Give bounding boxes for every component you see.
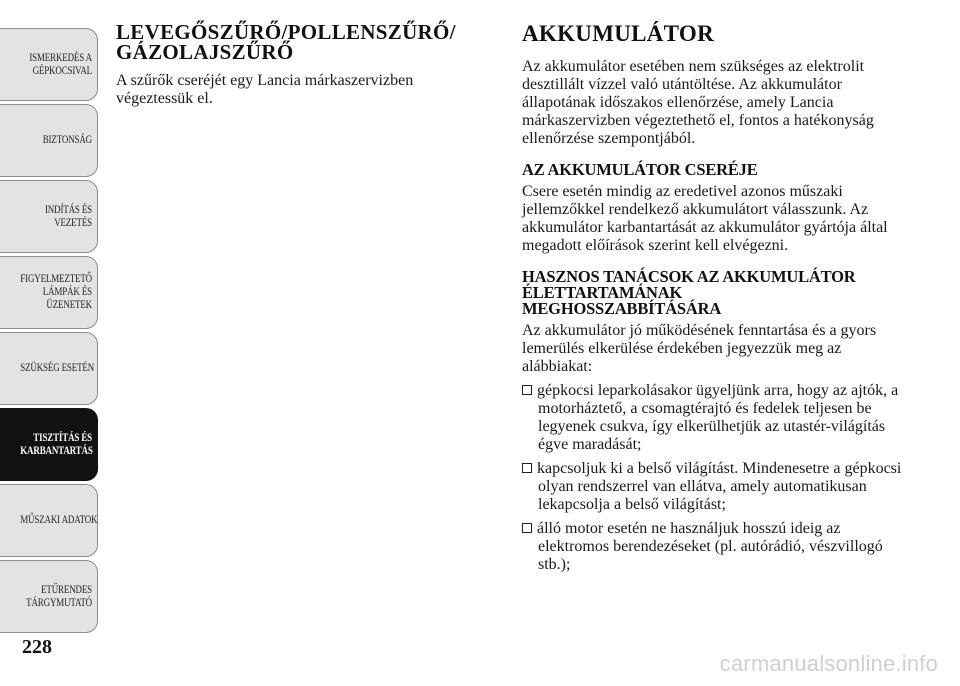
battery-title: AKKUMULÁTOR (522, 21, 714, 46)
battery-intro: Az akkumulátor esetében nem szükséges az elektrolit desztillált vízzel való utántöltése. Az akkumulátor állapotának időszakos ellenőrzése, amely Lancia márkaszervizben végeztethető el, fontos a hatékonyság ellenőrzése szempontjából. (522, 58, 874, 147)
heading-line: HASZNOS TANÁCSOK AZ AKKUMULÁTOR (522, 267, 856, 286)
tab-label-line: KARBANTARTÁS (20, 444, 93, 457)
tab-label-line: ÜZENETEK (46, 299, 92, 311)
tab-biztonsag[interactable] (0, 104, 98, 177)
battery-tips-heading (522, 269, 912, 317)
filter-title-line: LEVEGŐSZŰRŐ/POLLENSZŰRŐ/ (116, 20, 456, 44)
tab-label-line: GÉPKOCSIVAL (32, 64, 92, 77)
tab-label-line: ISMERKEDÉS A (29, 51, 92, 64)
heading-line: ÉLETTARTAMÁNAK (522, 283, 683, 302)
tab-label-line: INDÍTÁS ÉS (44, 203, 92, 216)
tab-label-line: LÁMPÁK ÉS (42, 286, 92, 298)
tab-label-line: TÁRGYMUTATÓ (26, 596, 92, 609)
checkbox-bullet-icon (522, 463, 532, 473)
heading-line: MEGHOSSZABBÍTÁSÁRA (522, 299, 722, 318)
tab-label-line: TISZTÍTÁS ÉS (33, 431, 92, 444)
list-item-text: kapcsoljuk ki a belső világítást. Mindenesetre a gépkocsi olyan rendszerrel van ellátva, amely automatikusan lekapcsolja a belső világítást; (537, 460, 902, 513)
tab-label-line: ETŰRENDES (41, 583, 92, 596)
tab-label-line: MŰSZAKI ADATOK (20, 514, 98, 526)
filter-title (116, 22, 476, 62)
battery-replacement-heading: AZ AKKUMULÁTOR CSERÉJE (522, 160, 758, 179)
tab-szukseg-eseten[interactable] (0, 332, 98, 405)
list-item-text: álló motor esetén ne használjuk hosszú ideig az elektromos berendezéseket (pl. autórádió, vészvillogó stb.); (537, 520, 883, 573)
tab-label-line: SZÜKSÉG ESETÉN (20, 362, 95, 374)
tab-figyelmezteto[interactable] (0, 256, 98, 329)
list-item (522, 520, 912, 574)
tab-tisztitas-active[interactable] (0, 408, 98, 481)
watermark: carmanualsonline.info (719, 651, 938, 676)
tab-label-line: FIGYELMEZTETŐ (20, 273, 93, 285)
tab-label-line: BIZTONSÁG (42, 134, 92, 146)
filter-section (116, 22, 476, 108)
tab-label-line: VEZETÉS (54, 216, 92, 229)
list-item (522, 460, 912, 514)
battery-tips-list (522, 382, 912, 574)
tab-ismerkedes[interactable] (0, 28, 98, 101)
battery-section (522, 22, 912, 580)
battery-replacement-text: Csere esetén mindig az eredetivel azonos műszaki jellemzőkkel rendelkező akkumulátort válasszunk. Az akkumulátor karbantartását az akkumulátor gyártója által megadott előírások szerint kell elvégezni. (522, 183, 888, 254)
checkbox-bullet-icon (522, 385, 532, 395)
page-number: 228 (22, 636, 52, 658)
filter-paragraph: A szűrők cseréjét egy Lancia márkaszervizben végeztessük el. (116, 72, 414, 107)
list-item-text: gépkocsi leparkolásakor ügyeljünk arra, hogy az ajtók, a motorháztető, a csomagtérajtó és fedelek teljesen be legyenek csukva, így elkerülhetjük az utastér-világítás égve maradását; (537, 382, 899, 453)
tab-targymutato[interactable] (0, 560, 98, 633)
checkbox-bullet-icon (522, 523, 532, 533)
tab-inditas[interactable] (0, 180, 98, 253)
list-item (522, 382, 912, 454)
tab-muszaki-adatok[interactable] (0, 484, 98, 557)
battery-tips-text: Az akkumulátor jó működésének fenntartása és a gyors lemerülés elkerülése érdekében jegyezzük meg az alábbiakat: (522, 322, 877, 375)
filter-title-line: GÁZOLAJSZŰRŐ (116, 40, 294, 64)
